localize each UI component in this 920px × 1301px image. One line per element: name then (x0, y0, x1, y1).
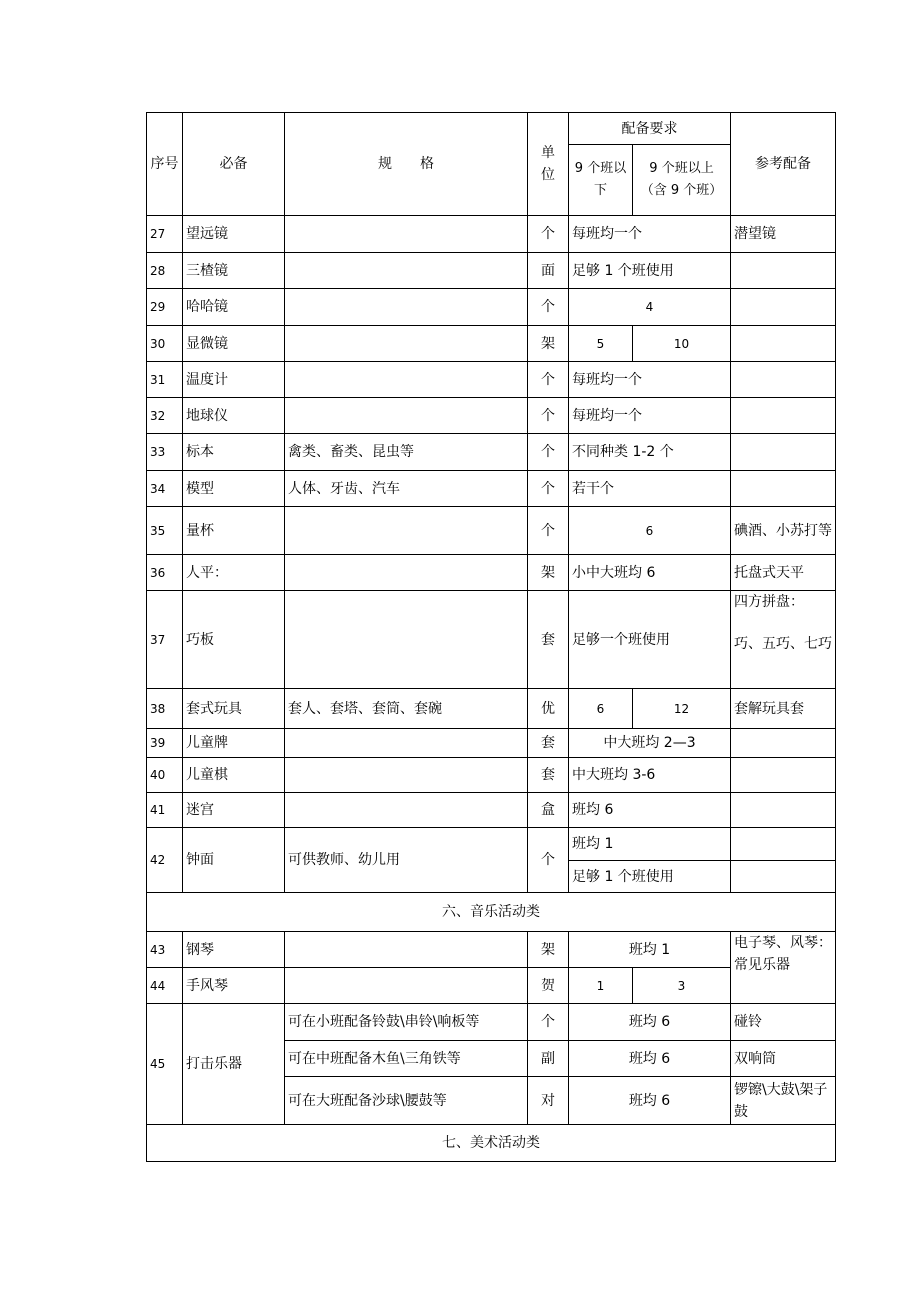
row-spec: 套人、套塔、套筒、套碗 (285, 689, 528, 729)
row-unit: 套 (528, 758, 569, 793)
table-row (147, 471, 836, 507)
table-row (147, 555, 836, 591)
section-music-title: 六、音乐活动类 (147, 893, 836, 932)
table-row (147, 253, 836, 289)
table-row (147, 1004, 836, 1041)
row-name: 打击乐器 (183, 1004, 285, 1125)
row-ref (731, 793, 836, 828)
row-ref (731, 253, 836, 289)
row-req: 班均 6 (569, 1041, 731, 1077)
table-row (147, 758, 836, 793)
row-unit: 贺 (528, 968, 569, 1004)
row-unit: 对 (528, 1077, 569, 1125)
table-row (147, 398, 836, 434)
header-above9 (633, 145, 731, 216)
row-seq: 45 (147, 1004, 183, 1125)
row-req: 每班均一个 (569, 362, 731, 398)
row-spec (285, 362, 528, 398)
header-above9-line2: （含 9 个班） (640, 183, 723, 198)
row-ref (731, 758, 836, 793)
row-seq: 43 (147, 932, 183, 968)
row-req: 4 (569, 289, 731, 326)
row-seq: 42 (147, 828, 183, 893)
row-ref (731, 289, 836, 326)
row-unit: 套 (528, 729, 569, 758)
row-unit: 个 (528, 507, 569, 555)
row-ref (731, 326, 836, 362)
row-name: 钟面 (183, 828, 285, 893)
table-row (147, 689, 836, 729)
row-ref: 套解玩具套 (731, 689, 836, 729)
row-req: 班均 6 (569, 1004, 731, 1041)
row-unit: 架 (528, 555, 569, 591)
table-row (147, 793, 836, 828)
table-row (147, 932, 836, 968)
row-seq: 37 (147, 591, 183, 689)
row-seq: 35 (147, 507, 183, 555)
header-config: 配备要求 (569, 113, 731, 145)
row-req: 6 (569, 507, 731, 555)
row-seq: 29 (147, 289, 183, 326)
row-unit: 架 (528, 326, 569, 362)
section-row (147, 893, 836, 932)
row-seq: 38 (147, 689, 183, 729)
row-unit: 面 (528, 253, 569, 289)
row-spec (285, 758, 528, 793)
header-reference: 参考配备 (731, 113, 836, 216)
row-name: 望远镜 (183, 216, 285, 253)
row-req: 班均 6 (569, 793, 731, 828)
row-ref (731, 861, 836, 893)
row-spec (285, 729, 528, 758)
row-req: 中大班均 2—3 (569, 729, 731, 758)
table-row (147, 434, 836, 471)
row-req-above9: 10 (633, 326, 731, 362)
row-seq: 30 (147, 326, 183, 362)
row-spec: 可供教师、幼儿用 (285, 828, 528, 893)
row-name: 巧板 (183, 591, 285, 689)
row-ref-line2: 巧、五巧、七巧 (734, 636, 832, 652)
row-req: 小中大班均 6 (569, 555, 731, 591)
row-spec: 可在大班配备沙球\腰鼓等 (285, 1077, 528, 1125)
row-unit: 副 (528, 1041, 569, 1077)
row-ref: 碘酒、小苏打等 (731, 507, 836, 555)
row-seq: 36 (147, 555, 183, 591)
row-unit: 个 (528, 362, 569, 398)
header-seq: 序号 (147, 113, 183, 216)
row-seq: 32 (147, 398, 183, 434)
row-req: 每班均一个 (569, 398, 731, 434)
row-seq: 44 (147, 968, 183, 1004)
row-req: 班均 6 (569, 1077, 731, 1125)
row-ref-line1: 四方拼盘： (734, 594, 804, 610)
row-seq: 31 (147, 362, 183, 398)
table-row (147, 591, 836, 689)
header-unit (528, 113, 569, 216)
row-ref (731, 434, 836, 471)
row-req: 每班均一个 (569, 216, 731, 253)
row-name: 套式玩具 (183, 689, 285, 729)
header-above9-line1: 9 个班以上 (649, 161, 714, 176)
row-ref (731, 471, 836, 507)
row-req: 班均 1 (569, 932, 731, 968)
row-name: 哈哈镜 (183, 289, 285, 326)
row-ref (731, 591, 836, 689)
row-ref: 托盘式天平 (731, 555, 836, 591)
header-below9 (569, 145, 633, 216)
row-unit: 个 (528, 471, 569, 507)
row-name: 地球仪 (183, 398, 285, 434)
row-unit: 盒 (528, 793, 569, 828)
row-req-below9: 5 (569, 326, 633, 362)
row-spec (285, 326, 528, 362)
row-seq: 40 (147, 758, 183, 793)
row-spec: 可在中班配备木鱼\三角铁等 (285, 1041, 528, 1077)
row-spec (285, 793, 528, 828)
table-row (147, 216, 836, 253)
table-row (147, 828, 836, 861)
row-req-below9: 6 (569, 689, 633, 729)
row-name: 三楂镜 (183, 253, 285, 289)
equipment-table (146, 112, 836, 1162)
row-seq: 41 (147, 793, 183, 828)
row-req: 足够 1 个班使用 (569, 253, 731, 289)
row-spec (285, 591, 528, 689)
row-ref: 电子琴、风琴：常见乐器 (731, 932, 836, 1004)
row-req: 足够一个班使用 (569, 591, 731, 689)
row-unit: 架 (528, 932, 569, 968)
row-name: 模型 (183, 471, 285, 507)
row-name: 显微镜 (183, 326, 285, 362)
row-spec (285, 289, 528, 326)
row-unit: 个 (528, 828, 569, 893)
row-name: 人平： (183, 555, 285, 591)
section-art-title: 七、美术活动类 (147, 1125, 836, 1162)
row-req: 若干个 (569, 471, 731, 507)
row-seq: 27 (147, 216, 183, 253)
row-name: 儿童牌 (183, 729, 285, 758)
header-below9-line2: 下 (593, 183, 607, 198)
row-req: 中大班均 3-6 (569, 758, 731, 793)
table-row (147, 289, 836, 326)
row-ref (731, 729, 836, 758)
row-req: 不同种类 1-2 个 (569, 434, 731, 471)
row-name: 手风琴 (183, 968, 285, 1004)
row-unit: 个 (528, 398, 569, 434)
row-seq: 28 (147, 253, 183, 289)
row-spec (285, 507, 528, 555)
row-req-above9: 3 (633, 968, 731, 1004)
row-spec: 可在小班配备铃鼓\串铃\响板等 (285, 1004, 528, 1041)
row-ref: 碰铃 (731, 1004, 836, 1041)
row-spec: 人体、牙齿、汽车 (285, 471, 528, 507)
row-ref (731, 362, 836, 398)
table-row (147, 362, 836, 398)
row-spec (285, 555, 528, 591)
table-row (147, 729, 836, 758)
row-spec: 禽类、畜类、昆虫等 (285, 434, 528, 471)
row-name: 钢琴 (183, 932, 285, 968)
header-spec: 规 格 (285, 113, 528, 216)
row-req-above9: 12 (633, 689, 731, 729)
row-req-bottom: 足够 1 个班使用 (569, 861, 731, 893)
header-row (147, 113, 836, 145)
table-row (147, 326, 836, 362)
row-seq: 39 (147, 729, 183, 758)
row-spec (285, 932, 528, 968)
row-ref: 锣镲\大鼓\架子鼓 (731, 1077, 836, 1125)
header-unit-line1: 单 (541, 145, 555, 161)
row-ref: 潜望镜 (731, 216, 836, 253)
row-seq: 34 (147, 471, 183, 507)
row-unit: 优 (528, 689, 569, 729)
row-name: 儿童棋 (183, 758, 285, 793)
row-unit: 个 (528, 1004, 569, 1041)
header-unit-line2: 位 (541, 167, 555, 183)
row-unit: 个 (528, 434, 569, 471)
header-required: 必备 (183, 113, 285, 216)
row-spec (285, 968, 528, 1004)
row-name: 迷宫 (183, 793, 285, 828)
row-ref (731, 828, 836, 861)
row-ref (731, 398, 836, 434)
section-row (147, 1125, 836, 1162)
row-spec (285, 216, 528, 253)
row-unit: 个 (528, 216, 569, 253)
row-name: 量杯 (183, 507, 285, 555)
header-below9-line1: 9 个班以 (574, 161, 627, 176)
table-row (147, 507, 836, 555)
row-spec (285, 253, 528, 289)
row-name: 温度计 (183, 362, 285, 398)
row-unit: 个 (528, 289, 569, 326)
row-seq: 33 (147, 434, 183, 471)
row-spec (285, 398, 528, 434)
row-ref: 双响筒 (731, 1041, 836, 1077)
row-name: 标本 (183, 434, 285, 471)
row-req-below9: 1 (569, 968, 633, 1004)
row-unit: 套 (528, 591, 569, 689)
row-req-top: 班均 1 (569, 828, 731, 861)
